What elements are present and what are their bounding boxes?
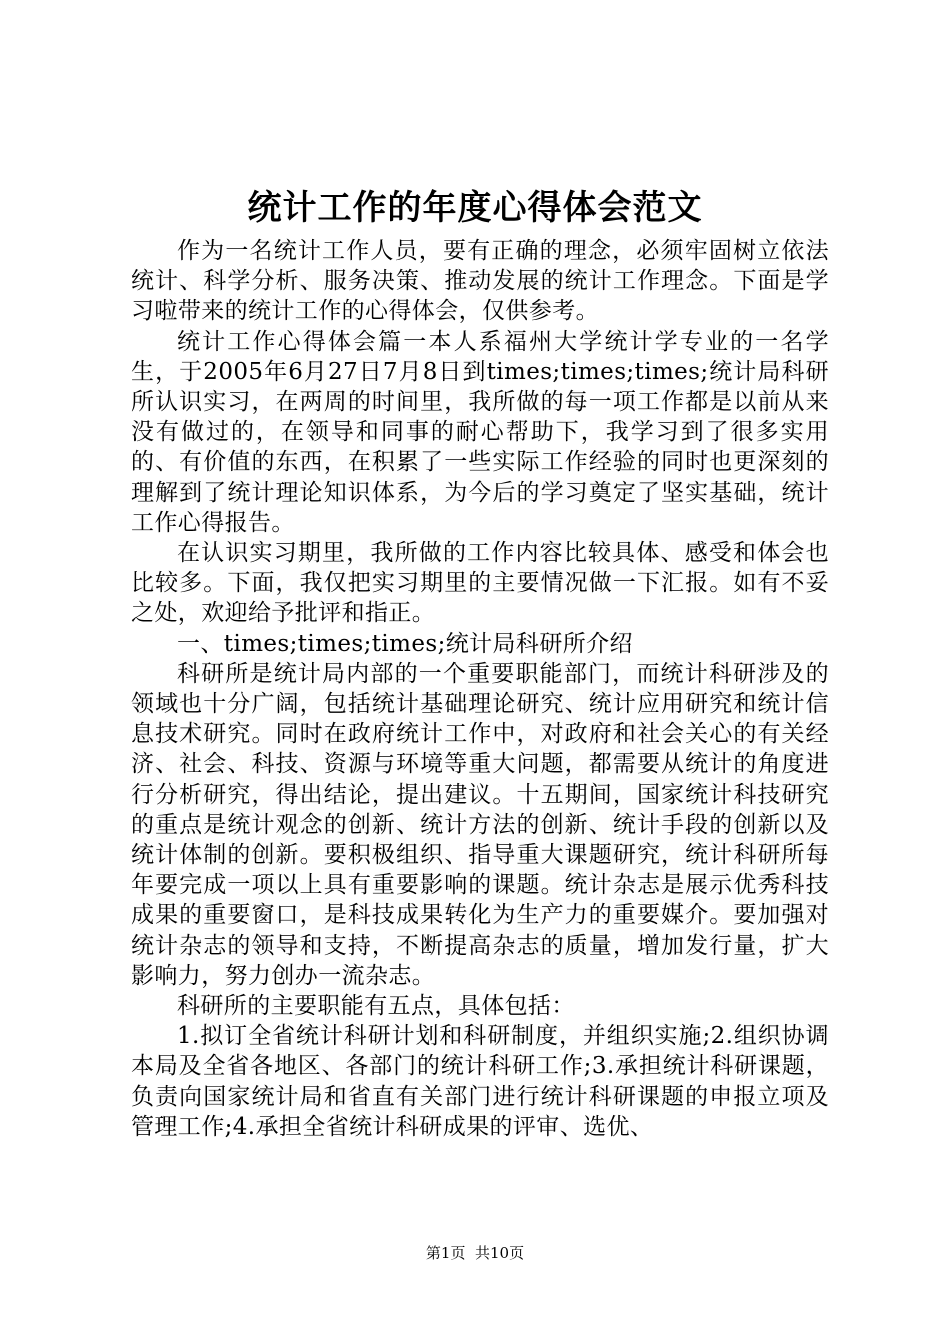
functions-list-paragraph: 1.拟订全省统计科研计划和科研制度，并组织实施;2.组织协调本局及全省各地区、各部门的统计科研工作;3.承担统计科研课题，负责向国家统计局和省直有关部门进行统计科研课题的申报立项及管理工作;4.承担全省统计科研成果的评审、选优、 — [131, 1023, 829, 1140]
experience-paragraph: 统计工作心得体会篇一本人系福州大学统计学专业的一名学生，于2005年6月27日7月8日到times;times;times;统计局科研所认识实习，在两周的时间里，我所做的每一项工作都是以前从来没有做过的，在领导和同事的耐心帮助下，我学习到了很多实用的、有价值的东西，在积累了一些实际工作经验的同时也更深刻的理解到了统计理论知识体系，为今后的学习奠定了坚实基础，统计工作心得报告。 — [131, 328, 829, 536]
page-total: 共10页 — [475, 1244, 525, 1262]
functions-intro-paragraph: 科研所的主要职能有五点，具体包括： — [177, 993, 575, 1020]
intro-paragraph: 作为一名统计工作人员，要有正确的理念，必须牢固树立依法统计、科学分析、服务决策、推动发展的统计工作理念。下面是学习啦带来的统计工作的心得体会，仅供参考。 — [131, 238, 829, 325]
page-footer — [0, 1243, 950, 1263]
institute-paragraph: 科研所是统计局内部的一个重要职能部门，而统计科研涉及的领域也十分广阔，包括统计基础理论研究、统计应用研究和统计信息技术研究。同时在政府统计工作中，对政府和社会关心的有关经济、社会、科技、资源与环境等重大问题，都需要从统计的角度进行分析研究，得出结论，提出建议。十五期间，国家统计科技研究的重点是统计观念的创新、统计方法的创新、统计手段的创新以及统计体制的创新。要积极组织、指导重大课题研究，统计科研所每年要完成一项以上具有重要影响的课题。统计杂志是展示优秀科技成果的重要窗口，是科技成果转化为生产力的重要媒介。要加强对统计杂志的领导和支持，不断提高杂志的质量，增加发行量，扩大影响力，努力创办一流杂志。 — [131, 660, 829, 989]
page-number: 第1页 — [425, 1244, 466, 1262]
document-body — [131, 236, 829, 1142]
footer-separator — [465, 1244, 475, 1262]
section-heading: 一、times;times;times;统计局科研所介绍 — [177, 630, 633, 657]
document-title: 统计工作的年度心得体会范文 — [247, 188, 703, 228]
internship-paragraph: 在认识实习期里，我所做的工作内容比较具体、感受和体会也比较多。下面，我仅把实习期里的主要情况做一下汇报。如有不妥之处，欢迎给予批评和指正。 — [131, 540, 829, 627]
